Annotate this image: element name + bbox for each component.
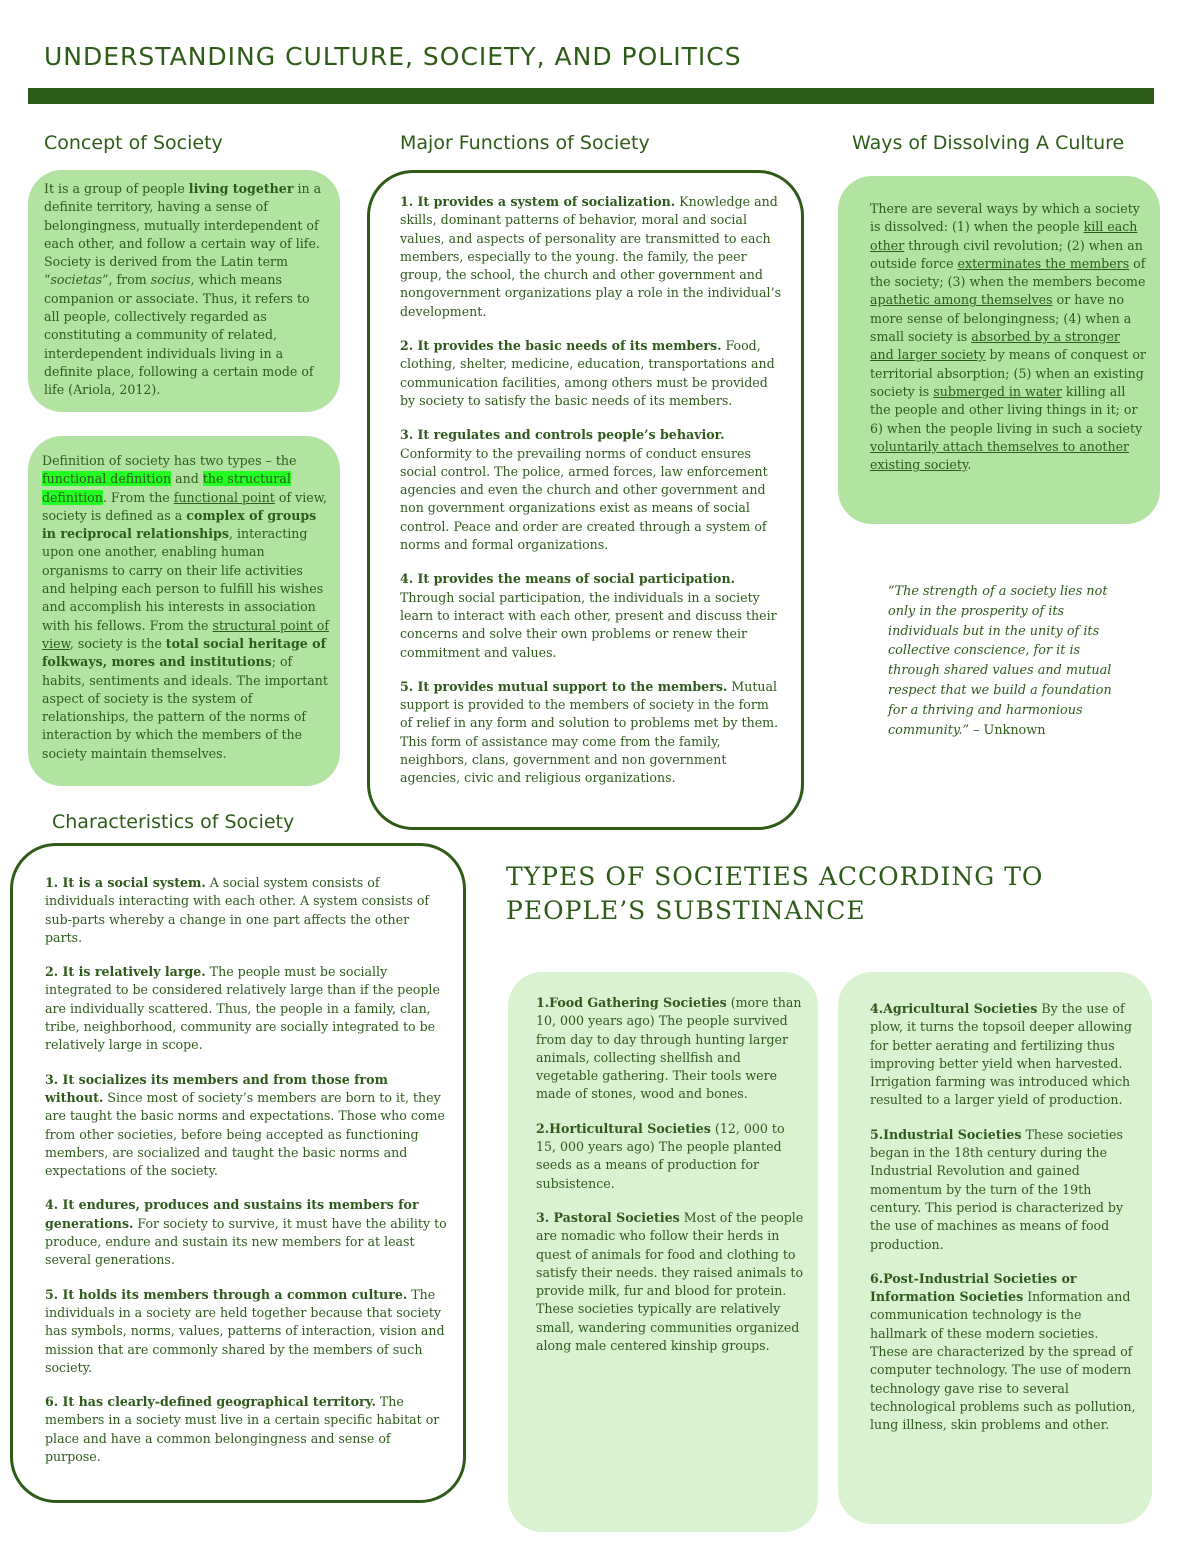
concept-heading: Concept of Society <box>44 132 223 154</box>
concept-text: ”, from <box>102 272 151 288</box>
function-text: Mutual support is provided to the members of society in the form of relief in any form and solution to problems met by them. This form of assistance may come from the family, neighbors, clans, government and non government agencies, civic and religious organizations. <box>400 678 779 786</box>
characteristic-title: 2. It is relatively large. <box>45 964 206 980</box>
dissolving-underline: absorbed by a stronger and larger society <box>870 329 1120 363</box>
types-text: , society is the <box>69 635 166 651</box>
function-item <box>400 337 785 410</box>
types-right-box <box>838 972 1152 1524</box>
society-type-text: These societies began in the 18th century during the Industrial Revolution and gained momentum by the turn of the 19th century. This period is characterized by the use of machines as means of food production. <box>870 1126 1124 1252</box>
function-title: 4. It provides the means of social participation. <box>400 571 735 587</box>
characteristic-title: 3. It socializes its members and from those from without. <box>45 1071 388 1105</box>
function-title: 2. It provides the basic needs of its members. <box>400 338 722 354</box>
types-text: . From the <box>102 489 174 505</box>
types-text: ; of habits, sentiments and ideals. The important aspect of society is the system of relationships, the pattern of the norms of interaction by which the members of the society maintain themselves. <box>42 654 328 761</box>
society-type-item <box>870 1000 1140 1110</box>
function-text: Knowledge and skills, dominant patterns of behavior, moral and social values, and aspects of personality are transmitted to each members, especially to the young. the family, the peer group, the school, the church and other government and nongovernment organizations play a role in the individual’s development. <box>400 194 782 319</box>
society-type-title: 2.Horticultural Societies <box>536 1120 711 1136</box>
function-item <box>400 570 785 661</box>
society-type-text: Information and communication technology is the hallmark of these modern societies. These are characterized by the spread of computer technology. The use of modern technology gave rise to several technological problems such as pollution, lung illness, skin problems and other. <box>870 1289 1136 1433</box>
characteristic-item <box>45 1393 447 1466</box>
concept-types-box <box>28 436 340 786</box>
dissolving-underline: exterminates the members <box>957 255 1130 271</box>
characteristics-heading: Characteristics of Society <box>52 811 295 833</box>
types-bold: complex of groups in reciprocal relationships <box>42 507 317 542</box>
characteristic-item <box>45 874 447 947</box>
society-type-item <box>536 1120 804 1193</box>
characteristic-title: 4. It endures, produces and sustains its members for generations. <box>45 1197 419 1231</box>
dissolving-text: or have no more sense of belongingness; (4) when a small society is <box>870 292 1132 345</box>
function-title: 5. It provides mutual support to the members. <box>400 678 728 694</box>
function-text: Food, clothing, shelter, medicine, education, transportations and communication facilities, among others must be provided by society to satisfy the basic needs of its members. <box>400 338 775 408</box>
types-text: Definition of society has two types – the <box>42 453 297 468</box>
dissolving-underline: submerged in water <box>933 383 1062 399</box>
function-text: Through social participation, the individuals in a society learn to interact with each other, present and discuss their concerns and solve their own problems or renew their commitment and values. <box>400 589 777 660</box>
concept-definition-box <box>28 170 340 412</box>
types-text: and <box>171 471 203 487</box>
characteristic-item <box>45 1071 447 1181</box>
quote-block <box>888 582 1128 742</box>
dissolving-text: killing all the people and other living things in it; or 6) when the people living in such a society <box>870 383 1143 436</box>
dissolving-underline: apathetic among themselves <box>870 292 1053 308</box>
characteristic-text: The members in a society must live in a certain specific habitat or place and have a common belongingness and sense of purpose. <box>45 1394 440 1465</box>
concept-text: , which means companion or associate. Thus, it refers to all people, collectively regarded as constituting a community of related, interdependent individuals living in a definite place, following a certain mode of life (Ariola, 2012). <box>44 272 314 398</box>
dissolving-text: of the society; (3) when the members become <box>870 255 1146 290</box>
highlight-functional: functional definition <box>42 471 172 487</box>
types-bold: total social heritage of folkways, mores and institutions <box>42 635 327 670</box>
dissolving-text: . <box>967 457 972 473</box>
function-text: Conformity to the prevailing norms of conduct ensures social control. The police, armed forces, law enforcement agencies and even the church and other government and non government organizations exist as means of social control. Peace and order are created through a system of norms and formal organizations. <box>400 445 768 553</box>
concept-text: It is a group of people <box>44 181 189 196</box>
quote-text: “The strength of a society lies not only in the prosperity of its individuals but in the unity of its collective conscience, for it is through shared values and mutual respect that we build a foundation for a thriving and harmonious community.” <box>888 584 1112 738</box>
concept-text: in a definite territory, having a sense of belongingness, mutually interdependent of each other, and follow a certain way of life. Society is derived from the Latin term “ <box>44 181 322 288</box>
dissolving-box <box>838 176 1160 524</box>
dissolving-underline: voluntarily attach themselves to another existing society <box>870 438 1130 473</box>
characteristic-item <box>45 963 447 1054</box>
quote-author: – Unknown <box>969 722 1046 738</box>
function-item <box>400 426 785 554</box>
society-type-text: (12, 000 to 15, 000 years ago) The people planted seeds as a means of production for subsistence. <box>536 1120 785 1191</box>
functions-heading: Major Functions of Society <box>400 132 650 154</box>
society-type-title: 1.Food Gathering Societies <box>536 995 727 1010</box>
functions-box <box>367 170 804 830</box>
society-type-title: 4.Agricultural Societies <box>870 1001 1038 1016</box>
characteristic-item <box>45 1196 447 1269</box>
characteristic-text: A social system consists of individuals interacting with each other. A system consists of sub-parts whereby a change in one part affects the other parts. <box>45 875 430 945</box>
society-type-text: By the use of plow, it turns the topsoil deeper allowing for better aerating and fertilizing thus improving better yield when harvested. Irrigation farming was introduced which resulted to a larger yield of production. <box>870 1001 1132 1108</box>
characteristic-title: 5. It holds its members through a common culture. <box>45 1286 408 1302</box>
function-item <box>400 678 785 788</box>
page-title: UNDERSTANDING CULTURE, SOCIETY, AND POLITICS <box>44 42 742 71</box>
society-type-item <box>536 994 804 1104</box>
dissolving-underline: kill each other <box>870 219 1138 253</box>
highlight-structural: the structural definition <box>42 471 291 505</box>
society-type-item <box>870 1126 1140 1254</box>
function-title: 3. It regulates and controls people’s behavior. <box>400 427 725 443</box>
society-type-text: Most of the people are nomadic who follow their herds in quest of animals for food and clothing to satisfy their needs. they raised animals to provide milk, fur and blood for protein. These societies typically are relatively small, wandering communities organized along male centered kinship groups. <box>536 1209 804 1354</box>
types-heading: TYPES OF SOCIETIES ACCORDING TO PEOPLE’S SUBSTINANCE <box>506 862 1044 925</box>
types-text: , interacting upon one another, enabling human organisms to carry on their life activities and helping each person to fulfill his wishes and accomplish his interests in association with his fellows. From the <box>42 526 324 633</box>
dissolving-text: There are several ways by which a society is dissolved: (1) when the people <box>870 201 1140 235</box>
society-type-item <box>536 1209 804 1355</box>
concept-latin-term: societas <box>50 272 103 288</box>
types-left-box <box>508 972 818 1532</box>
types-text: of view, society is defined as a <box>42 489 328 523</box>
concept-latin-term: socius <box>150 272 191 288</box>
dissolving-text: by means of conquest or territorial absorption; (5) when an existing society is <box>870 347 1146 399</box>
dissolving-text: through civil revolution; (2) when an outside force <box>870 237 1143 271</box>
dissolving-heading: Ways of Dissolving A Culture <box>852 132 1125 154</box>
characteristics-box <box>10 843 466 1503</box>
society-type-title: 6.Post-Industrial Societies or Information Societies <box>870 1270 1077 1305</box>
characteristic-text: For society to survive, it must have the ability to produce, endure and sustain its new members for at least several generations. <box>45 1215 447 1268</box>
characteristic-item <box>45 1286 447 1377</box>
characteristic-title: 6. It has clearly-defined geographical territory. <box>45 1394 376 1410</box>
header-rule <box>28 88 1154 104</box>
characteristic-text: The individuals in a society are held together because that society has symbols, norms, values, patterns of interaction, vision and mission that are commonly shared by the members of such society. <box>45 1286 445 1375</box>
characteristic-title: 1. It is a social system. <box>45 875 206 890</box>
concept-bold: living together <box>188 181 294 196</box>
function-title: 1. It provides a system of socialization. <box>400 194 676 209</box>
function-item <box>400 193 785 321</box>
society-type-item <box>870 1270 1140 1435</box>
society-type-text: (more than 10, 000 years ago) The people survived from day to day through hunting larger animals, collecting shellfish and vegetable gathering. Their tools were made of stones, wood and bones. <box>536 995 802 1102</box>
underline-structural-point: structural point of view <box>42 617 330 651</box>
society-type-title: 3. Pastoral Societies <box>536 1209 680 1225</box>
characteristic-text: Since most of society’s members are born to it, they are taught the basic norms and expectations. Those who come from other societies, before being accepted as functioning members, are socialized and taught the basic norms and expectations of the society. <box>45 1089 445 1179</box>
society-type-title: 5.Industrial Societies <box>870 1126 1022 1142</box>
underline-functional-point: functional point <box>173 489 275 505</box>
characteristic-text: The people must be socially integrated to be considered relatively large than if the people are individually scattered. Thus, the people in a family, clan, tribe, neighborhood, community are socially integrated to be relatively large in scope. <box>45 964 440 1053</box>
